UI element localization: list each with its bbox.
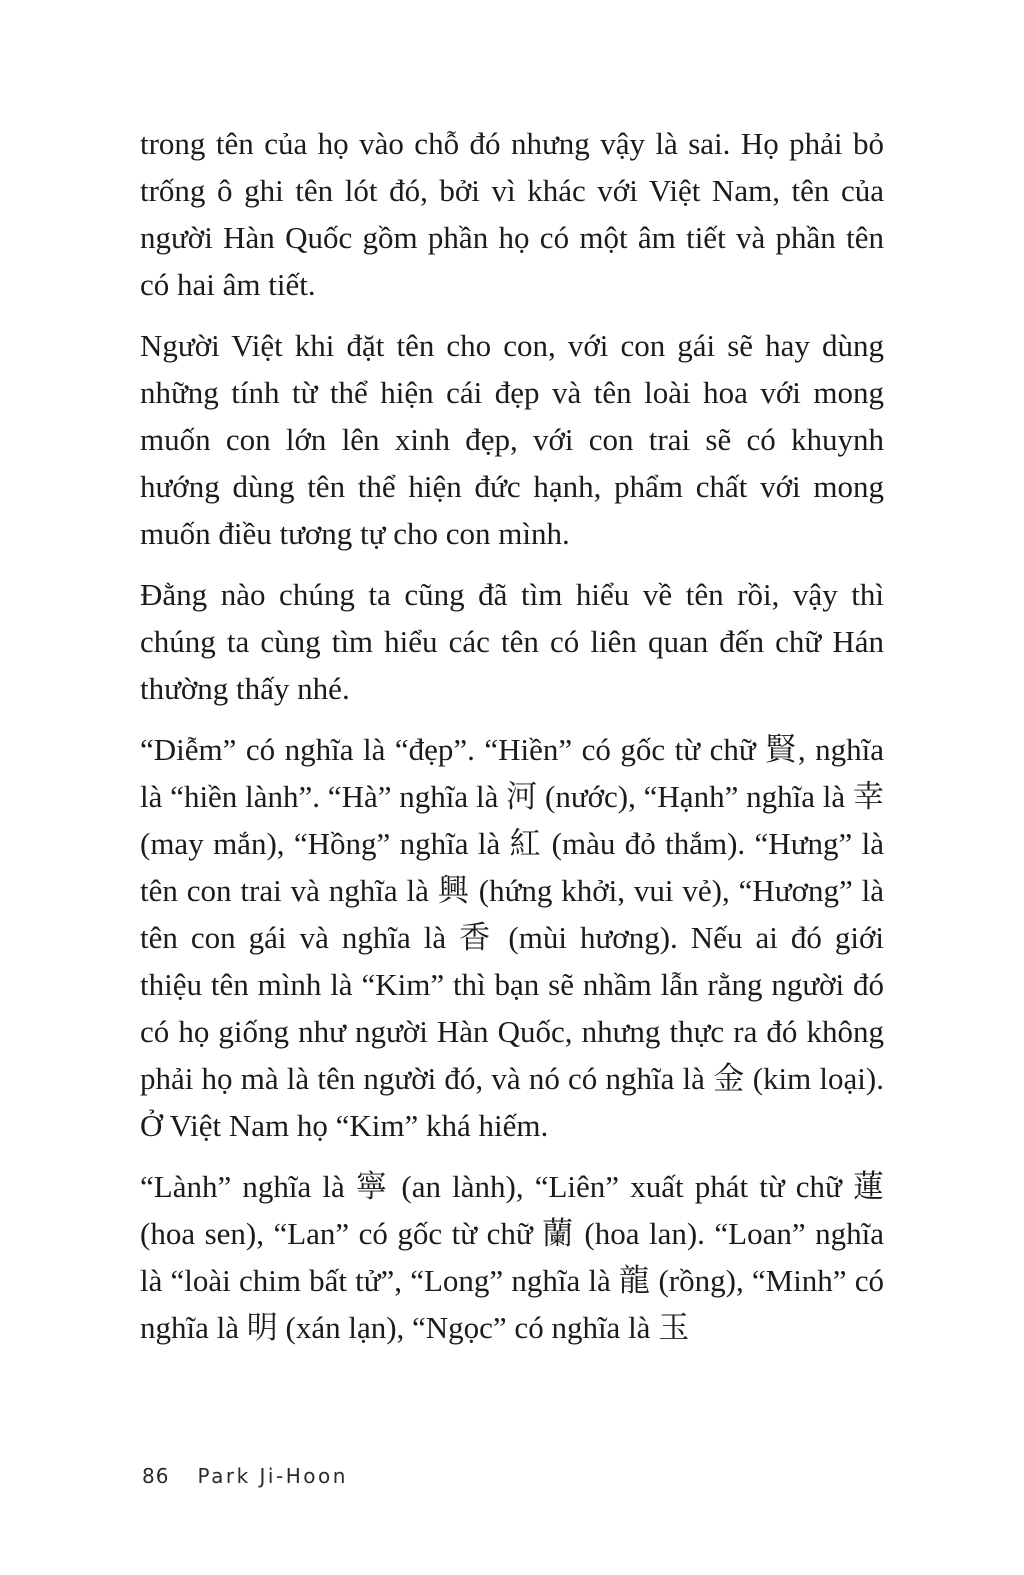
paragraph-5: “Lành” nghĩa là 寧 (an lành), “Liên” xuất phát từ chữ 蓮 (hoa sen), “Lan” có gốc từ chữ 蘭 (hoa lan). “Loan” nghĩa là “loài chim bất tử”, “Long” nghĩa là 龍 (rồng), “Minh” có nghĩa là 明 (xán lạn), “Ngọc” có nghĩa là 玉 bbox=[140, 1169, 884, 1345]
paragraph-4: “Diễm” có nghĩa là “đẹp”. “Hiền” có gốc từ chữ 賢, nghĩa là “hiền lành”. “Hà” nghĩa là 河 (nước), “Hạnh” nghĩa là 幸 (may mắn), “Hồng” nghĩa là 紅 (màu đỏ thắm). “Hưng” là tên con trai và nghĩa là 興 (hứng khởi, vui vẻ), “Hương” là tên con gái và nghĩa là 香 (mùi hương). Nếu ai đó giới thiệu tên mình là “Kim” thì bạn sẽ nhầm lẫn rằng người đó có họ giống như người Hàn Quốc, nhưng thực ra đó không phải họ mà là tên người đó, và nó có nghĩa là 金 (kim loại). Ở Việt Nam họ “Kim” khá hiếm. bbox=[140, 732, 884, 1143]
paragraph-1: trong tên của họ vào chỗ đó nhưng vậy là sai. Họ phải bỏ trống ô ghi tên lót đó, bởi vì khác với Việt Nam, tên của người Hàn Quốc gồm phần họ có một âm tiết và phần tên có hai âm tiết. bbox=[140, 126, 884, 302]
page-number: 86 bbox=[142, 1464, 170, 1488]
running-title-author: Park Ji-Hoon bbox=[197, 1464, 348, 1488]
page-footer bbox=[142, 1464, 348, 1488]
paragraph-3: Đằng nào chúng ta cũng đã tìm hiểu về tên rồi, vậy thì chúng ta cùng tìm hiểu các tên có liên quan đến chữ Hán thường thấy nhé. bbox=[140, 577, 884, 706]
paragraph-2: Người Việt khi đặt tên cho con, với con gái sẽ hay dùng những tính từ thể hiện cái đẹp và tên loài hoa với mong muốn con lớn lên xinh đẹp, với con trai sẽ có khuynh hướng dùng tên thể hiện đức hạnh, phẩm chất với mong muốn điều tương tự cho con mình. bbox=[140, 328, 884, 551]
body-text bbox=[140, 120, 884, 1351]
